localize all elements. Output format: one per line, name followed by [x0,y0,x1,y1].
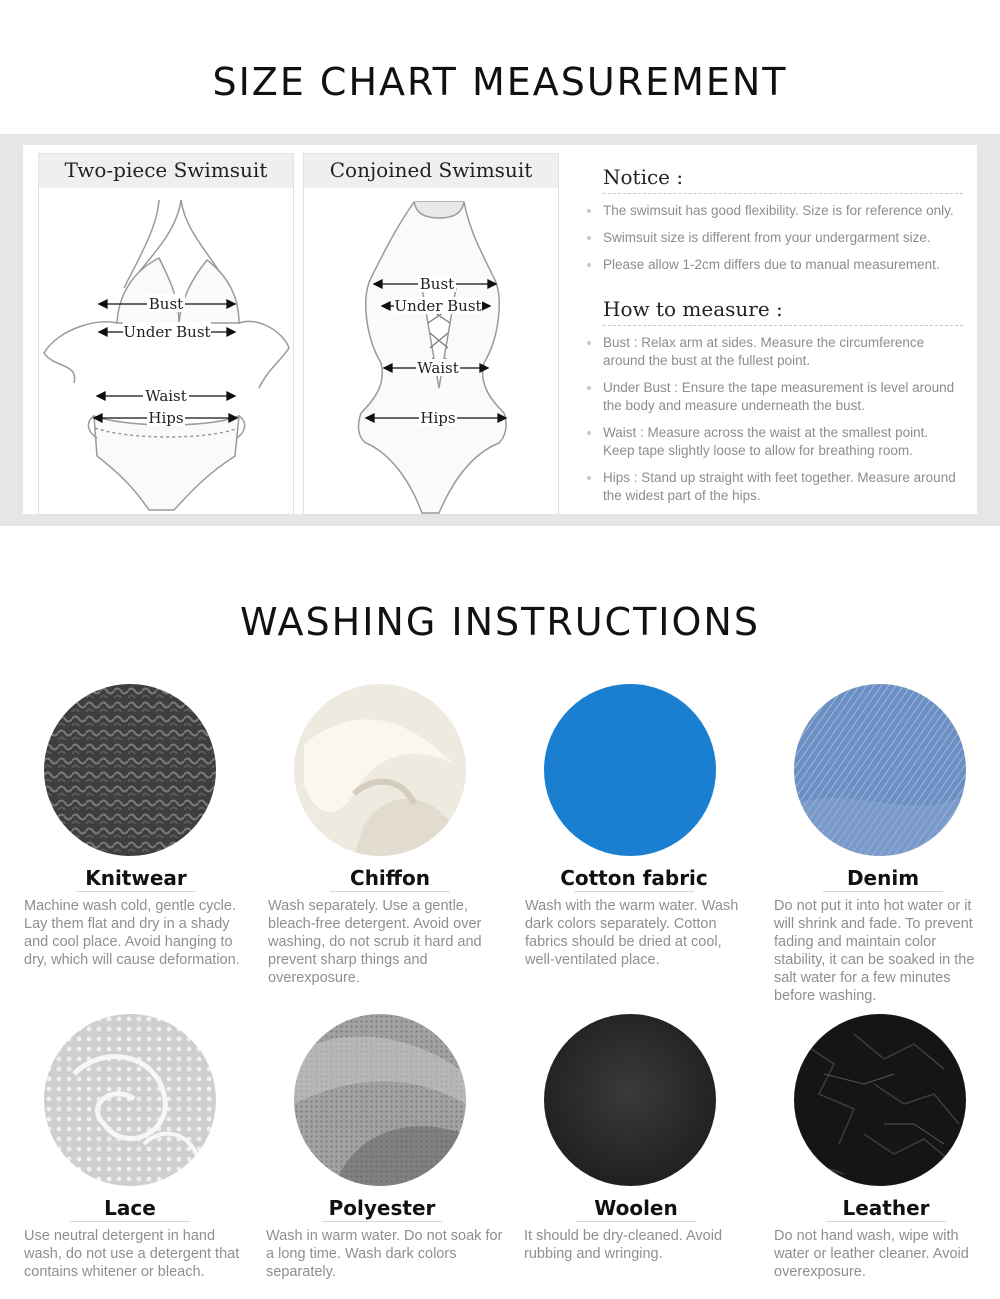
denim-name: Denim [846,866,920,890]
chiffon-description: Wash separately. Use a gentle, bleach-free detergent. Avoid over washing, do not scrub it hard and prevent sharp things and overexposure. [268,898,482,986]
chiffon-name: Chiffon [350,866,430,890]
leather-divider [826,1221,946,1222]
conjoined-heading: Conjoined Swimsuit [304,154,558,188]
size-chart-panel [0,134,1000,526]
woolen-description: It should be dry-cleaned. Avoid rubbing and wringing. [524,1228,723,1262]
conjoined-diagram [303,153,559,515]
cotton-fabric-divider [574,891,694,892]
notice-item: The swimsuit has good flexibility. Size is for reference only. [603,202,963,220]
lace-divider [70,1221,190,1222]
leather-name: Leather [842,1196,930,1220]
conjoined-under-bust-label: Under Bust [394,297,482,315]
polyester-description: Wash in warm water. Do not soak for a long time. Wash dark colors separately. [266,1228,503,1280]
notice-list [603,202,963,274]
lace-description: Use neutral detergent in hand wash, do not use a detergent that contains whitener or bleach. [24,1228,240,1280]
polyester-name: Polyester [328,1196,436,1220]
two-piece-under-bust-label: Under Bust [123,323,211,341]
two-piece-heading: Two-piece Swimsuit [39,154,293,188]
leather-swatch [794,1014,966,1186]
chiffon-swatch [294,684,466,856]
conjoined-swimsuit-illustration [304,188,558,514]
how-to-item: Bust : Relax arm at sides. Measure the circumference around the bust at the fullest point. [603,334,963,370]
denim-divider [823,891,943,892]
woolen-name: Woolen [594,1196,678,1220]
how-to-item: Under Bust : Ensure the tape measurement is level around the body and measure underneath the bust. [603,379,963,415]
leather-description: Do not hand wash, wipe with water or leather cleaner. Avoid overexposure. [774,1228,969,1280]
knitwear-name: Knitwear [85,866,187,890]
notice-item: Please allow 1-2cm differs due to manual measurement. [603,256,963,274]
polyester-divider [322,1221,442,1222]
two-piece-diagram [38,153,294,515]
how-to-item: Waist : Measure across the waist at the smallest point. Keep tape slightly loose to allow for breathing room. [603,424,963,460]
denim-swatch [794,684,966,856]
knitwear-description: Machine wash cold, gentle cycle. Lay them flat and dry in a shady and cool place. Avoid hanging to dry, which will cause deformation. [24,898,240,968]
woolen-swatch [544,1014,716,1186]
polyester-swatch [294,1014,466,1186]
chiffon-divider [330,891,450,892]
washing-instructions-title: WASHING INSTRUCTIONS [240,600,760,644]
conjoined-waist-label: Waist [417,359,459,377]
how-to-item: Hips : Stand up straight with feet together. Measure around the widest part of the hips. [603,469,963,505]
knitwear-divider [76,891,196,892]
lace-name: Lace [104,1196,156,1220]
two-piece-hips-label: Hips [148,409,184,427]
size-chart-card [23,145,977,514]
notice-item: Swimsuit size is different from your undergarment size. [603,229,963,247]
conjoined-bust-label: Bust [419,275,455,293]
denim-description: Do not put it into hot water or it will shrink and fade. To prevent fading and maintain color stability, it can be soaked in the salt water for a few minutes before washing. [774,898,975,1004]
lace-swatch [44,1014,216,1186]
cotton-fabric-swatch [544,684,716,856]
two-piece-waist-label: Waist [145,387,187,405]
notice-heading: Notice : [603,165,963,194]
cotton-fabric-name: Cotton fabric [560,866,708,890]
measurement-notes [603,165,963,514]
how-to-measure-heading: How to measure : [603,297,963,326]
how-to-measure-list [603,334,963,505]
two-piece-bust-label: Bust [148,295,184,313]
woolen-divider [576,1221,696,1222]
conjoined-hips-label: Hips [420,409,456,427]
cotton-fabric-description: Wash with the warm water. Wash dark colors separately. Cotton fabrics should be dried at cool, well-ventilated place. [525,898,739,968]
size-chart-title: SIZE CHART MEASUREMENT [212,60,788,104]
knitwear-swatch [44,684,216,856]
two-piece-swimsuit-illustration [39,188,293,514]
